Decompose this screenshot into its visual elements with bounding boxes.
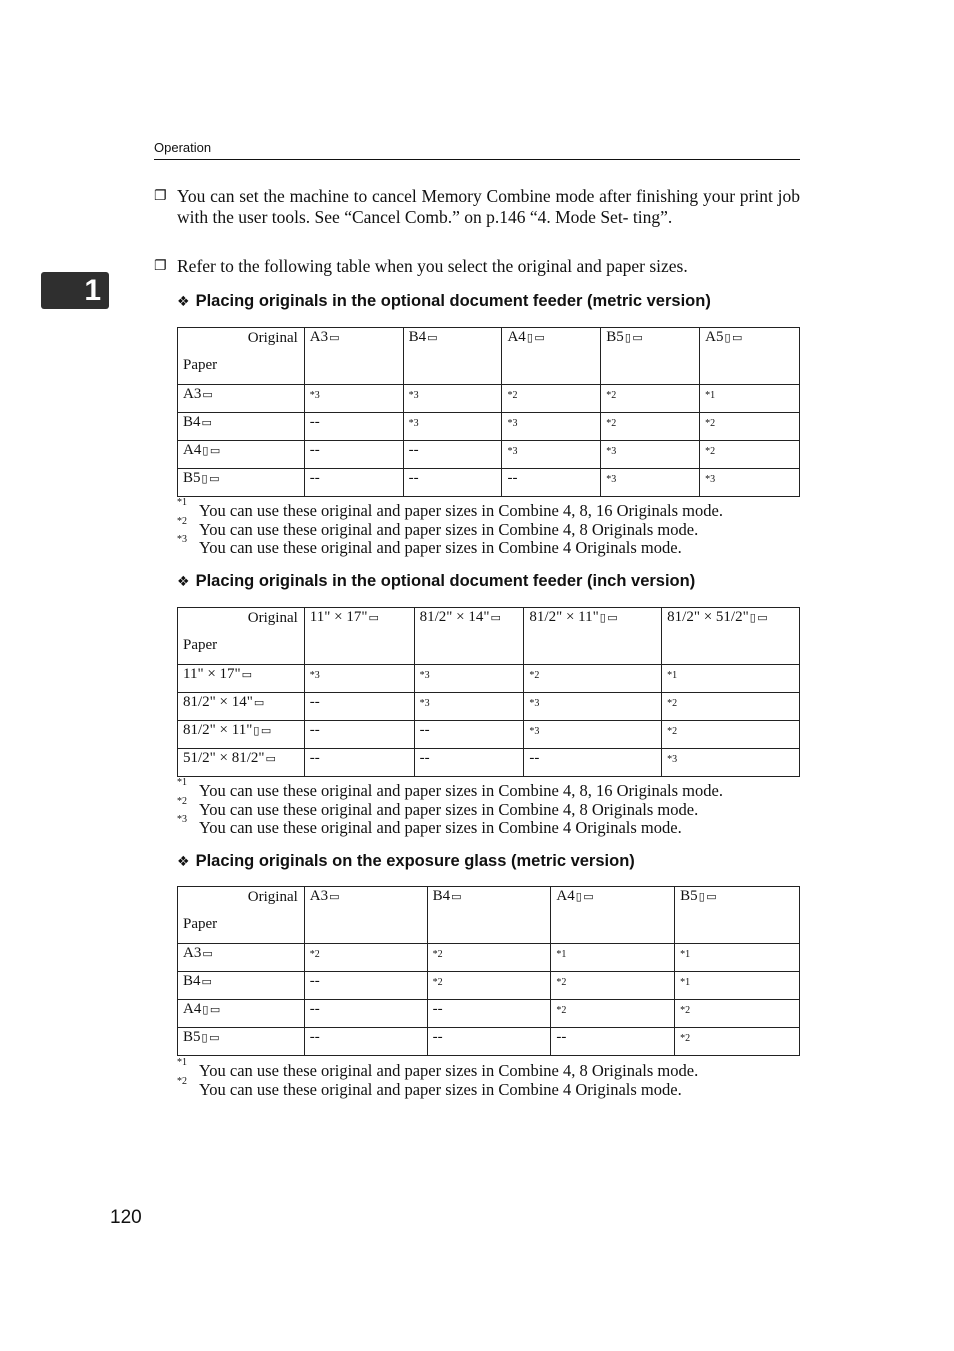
- text-span: *2: [667, 726, 678, 737]
- text-span: --: [309, 470, 320, 486]
- text-span: *3: [507, 446, 518, 457]
- text-span: *1: [680, 977, 691, 988]
- table-inch-feeder: [177, 607, 800, 777]
- text-span: --: [309, 973, 320, 989]
- text-span: *2: [556, 977, 567, 988]
- text-span: *3: [177, 534, 187, 545]
- landscape-feed-icon: ▭: [329, 890, 339, 903]
- table-row: [178, 1000, 800, 1028]
- text-span: *3: [408, 390, 419, 401]
- diamond-bullet-icon: ❖: [177, 854, 190, 870]
- text-span: --: [556, 1029, 567, 1045]
- text-span: You can use these original and paper sizes in Combine 4 Originals mode.: [199, 818, 682, 837]
- landscape-feed-icon: ▭: [201, 416, 211, 429]
- section-heading-exposure-glass: [177, 852, 635, 871]
- text-span: *2: [606, 390, 617, 401]
- text-span: *3: [419, 670, 430, 681]
- table-cell: [551, 972, 675, 1000]
- table-cell: [662, 693, 800, 721]
- text-span: *2: [667, 698, 678, 709]
- table-cell: [551, 1000, 675, 1028]
- text-span: --: [408, 470, 419, 486]
- table-row: [178, 972, 800, 1000]
- original-label: Original: [247, 330, 298, 346]
- text-span: [178, 608, 800, 777]
- text-span: *3: [606, 474, 617, 485]
- text-span: *3: [606, 446, 617, 457]
- table-cell: [304, 441, 403, 469]
- text-span: *2: [177, 796, 187, 807]
- column-header: [662, 608, 800, 665]
- table-cell: [414, 721, 524, 749]
- text-span: 81/2" × 11": [529, 609, 599, 625]
- landscape-feed-icon: ▭: [241, 668, 252, 681]
- text-span: [178, 608, 800, 665]
- text-span: *2: [680, 1005, 691, 1016]
- original-label: Original: [247, 610, 298, 626]
- landscape-feed-icon: ▭: [253, 696, 264, 709]
- table-cell: [304, 749, 414, 777]
- column-header: [427, 887, 551, 944]
- table-cell: [304, 413, 403, 441]
- corner-cell: [178, 887, 305, 944]
- column-header: [700, 328, 800, 385]
- row-header: [178, 944, 305, 972]
- text-span: *2: [680, 1033, 691, 1044]
- column-header: [304, 887, 427, 944]
- diamond-bullet-icon: ❖: [177, 574, 190, 590]
- text-span: You can use these original and paper sizes in Combine 4, 8 Originals mode.: [199, 520, 699, 539]
- note-cancel-combine: [154, 186, 800, 227]
- column-header: [524, 608, 662, 665]
- text-span: A3: [309, 888, 329, 904]
- text-span: *2: [432, 977, 443, 988]
- table-cell: [601, 469, 700, 497]
- table-metric-feeder: [177, 327, 800, 497]
- text-span: [178, 887, 800, 1056]
- column-header: [675, 887, 800, 944]
- table-cell: [403, 385, 502, 413]
- portrait-landscape-feed-icon: ▯ ▭: [599, 611, 617, 624]
- original-label: Original: [247, 889, 298, 905]
- table-row: [178, 944, 800, 972]
- text-span: 11" × 17": [183, 666, 241, 682]
- column-header: [403, 328, 502, 385]
- text-span: --: [309, 694, 320, 710]
- text-span: 81/2" × 14": [183, 694, 253, 710]
- table-cell: [675, 1028, 800, 1056]
- table-cell: [675, 1000, 800, 1028]
- text-span: *3: [529, 726, 540, 737]
- text-span: --: [419, 750, 430, 766]
- text-span: *2: [309, 949, 320, 960]
- table-row: [178, 721, 800, 749]
- text-span: You can use these original and paper sizes in Combine 4, 8, 16 Originals mode.: [199, 501, 723, 520]
- row-header: [178, 385, 305, 413]
- table-cell: [304, 665, 414, 693]
- table-row: [178, 1028, 800, 1056]
- section-heading-text: Placing originals in the optional document feeder (metric version): [195, 292, 711, 310]
- text-span: A3: [309, 329, 329, 345]
- text-span: --: [432, 1001, 443, 1017]
- text-span: A3: [183, 386, 202, 402]
- paper-label: Paper: [183, 916, 218, 932]
- checkbox-icon: ❐: [154, 188, 167, 204]
- running-head: [154, 139, 800, 160]
- table-cell: [700, 413, 800, 441]
- text-span: --: [529, 750, 540, 766]
- text-span: *2: [606, 418, 617, 429]
- text-span: *1: [705, 390, 716, 401]
- text-span: --: [309, 414, 320, 430]
- table-cell: [700, 441, 800, 469]
- column-header: [502, 328, 601, 385]
- text-span: B4: [183, 973, 201, 989]
- section-heading-inch-feeder: [177, 572, 695, 591]
- landscape-feed-icon: ▭: [202, 947, 212, 960]
- note-refer-table: [154, 256, 800, 277]
- text-span: You can use these original and paper sizes in Combine 4 Originals mode.: [199, 1080, 682, 1099]
- text-span: --: [309, 1029, 320, 1045]
- table-cell: [502, 413, 601, 441]
- text-span: A4: [183, 442, 202, 458]
- table-cell: [551, 944, 675, 972]
- text-span: You can use these original and paper sizes in Combine 4, 8 Originals mode.: [199, 800, 699, 819]
- table-cell: [551, 1028, 675, 1056]
- row-header: [178, 665, 305, 693]
- table-cell: [304, 693, 414, 721]
- row-header: [178, 693, 305, 721]
- note-text: Refer to the following table when you select the original and paper sizes.: [177, 256, 688, 276]
- table-cell: [700, 469, 800, 497]
- text-span: *3: [667, 754, 678, 765]
- table-cell: [662, 749, 800, 777]
- text-span: --: [507, 470, 518, 486]
- running-head-text: Operation: [154, 140, 212, 155]
- row-header: [178, 1028, 305, 1056]
- table-cell: [502, 385, 601, 413]
- text-span: B4: [408, 329, 427, 345]
- table-row: [178, 693, 800, 721]
- text-span: B5: [606, 329, 624, 345]
- table-cell: [403, 441, 502, 469]
- text-span: *2: [529, 670, 540, 681]
- landscape-feed-icon: ▭: [329, 331, 339, 344]
- corner-cell: [178, 608, 305, 665]
- table-cell: [414, 665, 524, 693]
- text-span: --: [419, 722, 430, 738]
- table-row: [178, 385, 800, 413]
- row-header: [178, 413, 305, 441]
- landscape-feed-icon: ▭: [490, 611, 500, 624]
- checkbox-icon: ❐: [154, 258, 167, 274]
- table-row: [178, 441, 800, 469]
- table-row: [178, 749, 800, 777]
- text-span: *3: [177, 814, 187, 825]
- table-cell: [675, 944, 800, 972]
- section-heading-text: Placing originals on the exposure glass (metric version): [195, 852, 635, 870]
- table-cell: [524, 749, 662, 777]
- landscape-feed-icon: ▭: [451, 890, 461, 903]
- text-span: *3: [309, 670, 320, 681]
- landscape-feed-icon: ▭: [201, 975, 211, 988]
- portrait-landscape-feed-icon: ▯ ▭: [202, 1003, 220, 1016]
- text-span: You can use these original and paper sizes in Combine 4, 8 Originals mode.: [199, 1061, 699, 1080]
- text-span: *3: [705, 474, 716, 485]
- page-number: 120: [110, 1207, 142, 1228]
- table-cell: [304, 972, 427, 1000]
- column-header: [304, 608, 414, 665]
- table-cell: [403, 469, 502, 497]
- portrait-landscape-feed-icon: ▯ ▭: [202, 444, 220, 457]
- section-heading-text: Placing originals in the optional document feeder (inch version): [195, 572, 696, 590]
- table-cell: [414, 693, 524, 721]
- row-header: [178, 721, 305, 749]
- row-header: [178, 1000, 305, 1028]
- paper-label: Paper: [183, 357, 218, 373]
- text-span: --: [408, 442, 419, 458]
- portrait-landscape-feed-icon: ▯ ▭: [253, 724, 271, 737]
- table-cell: [304, 1000, 427, 1028]
- table-cell: [675, 972, 800, 1000]
- table-row: [178, 469, 800, 497]
- text-span: 51/2" × 81/2": [183, 750, 265, 766]
- portrait-landscape-feed-icon: ▯ ▭: [749, 611, 767, 624]
- text-span: *2: [177, 1076, 187, 1087]
- text-span: *3: [309, 390, 320, 401]
- table-cell: [502, 469, 601, 497]
- table-cell: [427, 1028, 551, 1056]
- text-span: *2: [556, 1005, 567, 1016]
- table-cell: [427, 972, 551, 1000]
- text-span: *2: [705, 418, 716, 429]
- landscape-feed-icon: ▭: [202, 388, 212, 401]
- portrait-landscape-feed-icon: ▯ ▭: [201, 1031, 219, 1044]
- landscape-feed-icon: ▭: [427, 331, 437, 344]
- text-span: *1: [680, 949, 691, 960]
- text-span: --: [309, 442, 320, 458]
- row-header: [178, 469, 305, 497]
- text-span: *1: [556, 949, 567, 960]
- text-span: 81/2" × 51/2": [667, 609, 749, 625]
- text-span: --: [309, 750, 320, 766]
- text-span: A4: [507, 329, 526, 345]
- table-cell: [304, 721, 414, 749]
- row-header: [178, 749, 305, 777]
- text-span: --: [432, 1029, 443, 1045]
- table-cell: [601, 413, 700, 441]
- text-span: *2: [705, 446, 716, 457]
- text-span: *2: [507, 390, 518, 401]
- text-span: [178, 887, 800, 944]
- portrait-landscape-feed-icon: ▯ ▭: [724, 331, 742, 344]
- table-exposure-glass: [177, 886, 800, 1056]
- note-text: You can set the machine to cancel Memory Combine mode after finishing your print job with the user tools. See “Cancel Comb.” on p.146 “4. Mode Set- ting”.: [177, 186, 800, 227]
- column-header: [601, 328, 700, 385]
- table-cell: [601, 441, 700, 469]
- table-cell: [524, 721, 662, 749]
- text-span: *3: [507, 418, 518, 429]
- text-span: A4: [556, 888, 575, 904]
- table-cell: [524, 665, 662, 693]
- portrait-landscape-feed-icon: ▯ ▭: [698, 890, 716, 903]
- section-heading-metric-feeder: [177, 292, 711, 311]
- table-cell: [403, 413, 502, 441]
- text-span: B4: [432, 888, 451, 904]
- text-span: [178, 328, 800, 497]
- text-span: 81/2" × 11": [183, 722, 253, 738]
- text-span: B5: [680, 888, 698, 904]
- text-span: *1: [177, 777, 187, 788]
- table-cell: [427, 944, 551, 972]
- table-cell: [304, 469, 403, 497]
- column-header: [551, 887, 675, 944]
- portrait-landscape-feed-icon: ▯ ▭: [575, 890, 593, 903]
- table-cell: [524, 693, 662, 721]
- paper-label: Paper: [183, 637, 218, 653]
- text-span: *3: [408, 418, 419, 429]
- chapter-tab: 1: [41, 272, 109, 309]
- text-span: A3: [183, 945, 202, 961]
- table-cell: [304, 944, 427, 972]
- diamond-bullet-icon: ❖: [177, 294, 190, 310]
- text-span: 81/2" × 14": [419, 609, 490, 625]
- text-span: *1: [177, 497, 187, 508]
- table-cell: [502, 441, 601, 469]
- table-cell: [304, 1028, 427, 1056]
- text-span: 11" × 17": [309, 609, 368, 625]
- text-span: B5: [183, 1029, 201, 1045]
- portrait-landscape-feed-icon: ▯ ▭: [526, 331, 544, 344]
- column-header: [304, 328, 403, 385]
- text-span: *2: [432, 949, 443, 960]
- table-cell: [700, 385, 800, 413]
- text-span: You can use these original and paper sizes in Combine 4 Originals mode.: [199, 538, 682, 557]
- column-header: [414, 608, 524, 665]
- landscape-feed-icon: ▭: [265, 752, 275, 765]
- text-span: You can use these original and paper sizes in Combine 4, 8, 16 Originals mode.: [199, 781, 723, 800]
- portrait-landscape-feed-icon: ▯ ▭: [201, 472, 219, 485]
- table-row: [178, 413, 800, 441]
- row-header: [178, 972, 305, 1000]
- portrait-landscape-feed-icon: ▯ ▭: [624, 331, 642, 344]
- text-span: A5: [705, 329, 724, 345]
- text-span: [178, 328, 800, 385]
- table-cell: [601, 385, 700, 413]
- text-span: A4: [183, 1001, 202, 1017]
- table-cell: [427, 1000, 551, 1028]
- text-span: --: [309, 722, 320, 738]
- text-span: B5: [183, 470, 201, 486]
- row-header: [178, 441, 305, 469]
- landscape-feed-icon: ▭: [368, 611, 378, 624]
- text-span: *2: [177, 516, 187, 527]
- text-span: *3: [419, 698, 430, 709]
- text-span: *1: [177, 1057, 187, 1068]
- table-cell: [662, 721, 800, 749]
- table-cell: [304, 385, 403, 413]
- table-cell: [414, 749, 524, 777]
- table-cell: [662, 665, 800, 693]
- table-row: [178, 665, 800, 693]
- text-span: *3: [529, 698, 540, 709]
- text-span: --: [309, 1001, 320, 1017]
- text-span: *1: [667, 670, 678, 681]
- text-span: B4: [183, 414, 201, 430]
- corner-cell: [178, 328, 305, 385]
